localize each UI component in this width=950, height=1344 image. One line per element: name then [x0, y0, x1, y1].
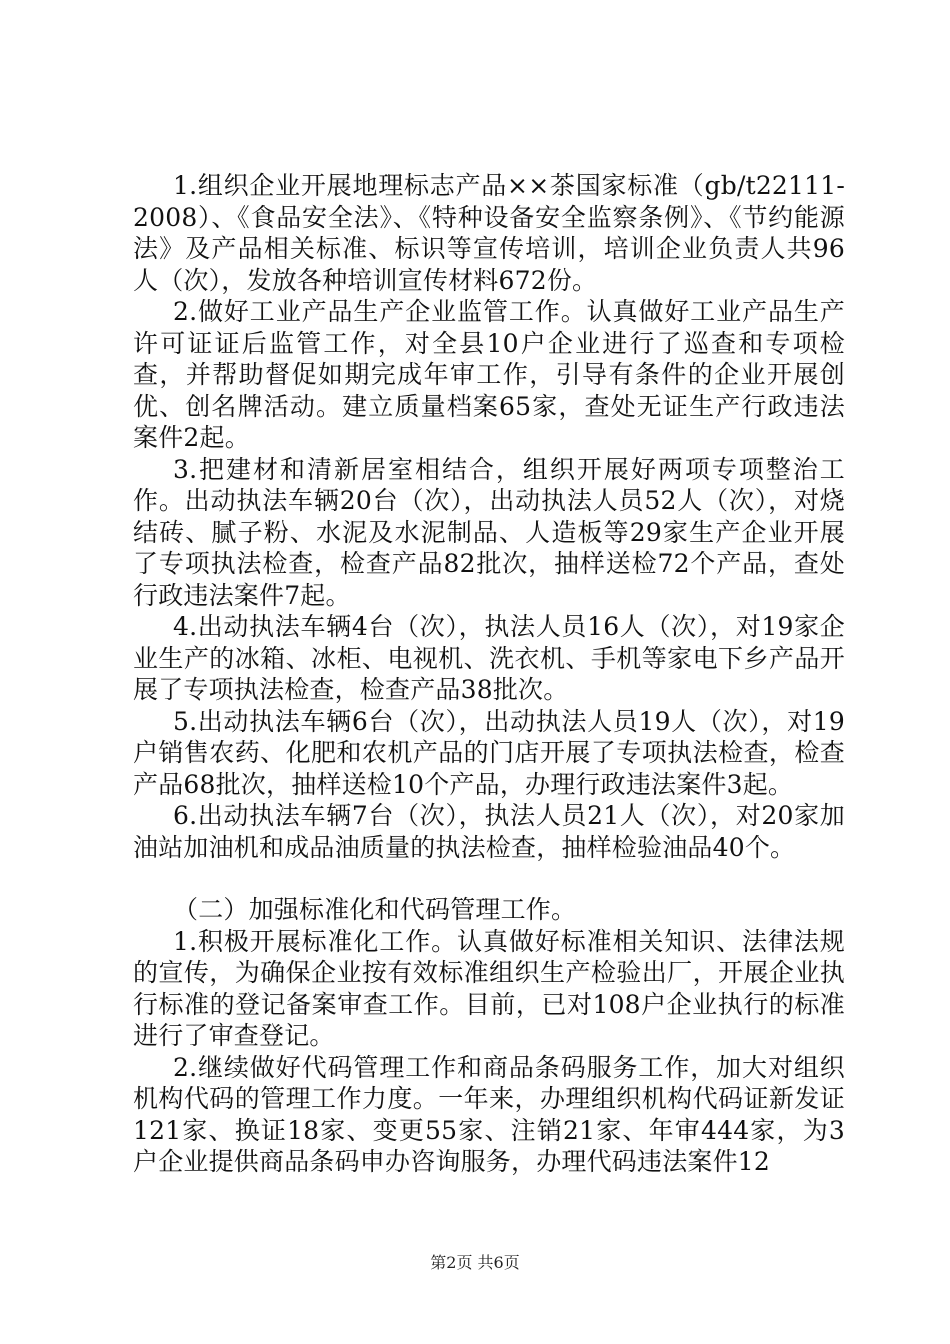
- page-number-footer: 第2页 共6页: [430, 1253, 520, 1272]
- paragraph-item-1: 1.组织企业开展地理标志产品××茶国家标准（gb/t22111-2008）、《食品安全法》、《特种设备安全监察条例》、《节约能源法》及产品相关标准、标识等宣传培训，培训企业负责人共96人（次），发放各种培训宣传材料672份。: [133, 171, 845, 295]
- paragraph-item-3: 3.把建材和清新居室相结合，组织开展好两项专项整治工作。出动执法车辆20台（次），出动执法人员52人（次），对烧结砖、腻子粉、水泥及水泥制品、人造板等29家生产企业开展了专项执法检查，检查产品82批次，抽样送检72个产品，查处行政违法案件7起。: [133, 454, 845, 610]
- paragraph-standardization: 1.积极开展标准化工作。认真做好标准相关知识、法律法规的宣传，为确保企业按有效标准组织生产检验出厂，开展企业执行标准的登记备案审查工作。目前，已对108户企业执行的标准进行了审查登记。: [133, 926, 845, 1050]
- document-body: [133, 170, 845, 1178]
- paragraph-item-6: 6.出动执法车辆7台（次），执法人员21人（次），对20家加油站加油机和成品油质量的执法检查，抽样检验油品40个。: [133, 801, 845, 862]
- paragraph-item-4: 4.出动执法车辆4台（次），执法人员16人（次），对19家企业生产的冰箱、冰柜、电视机、洗衣机、手机等家电下乡产品开展了专项执法检查，检查产品38批次。: [133, 612, 845, 704]
- paragraph-item-5: 5.出动执法车辆6台（次），出动执法人员19人（次），对19户销售农药、化肥和农机产品的门店开展了专项执法检查，检查产品68批次，抽样送检10个产品，办理行政违法案件3起。: [133, 706, 845, 799]
- paragraph-item-2: 2.做好工业产品生产企业监管工作。认真做好工业产品生产许可证证后监管工作，对全县10户企业进行了巡查和专项检查，并帮助督促如期完成年审工作，引导有条件的企业开展创优、创名牌活动。建立质量档案65家，查处无证生产行政违法案件2起。: [133, 297, 845, 452]
- section-heading: （二）加强标准化和代码管理工作。: [173, 895, 577, 924]
- paragraph-code-management: 2.继续做好代码管理工作和商品条码服务工作，加大对组织机构代码的管理工作力度。一年来，办理组织机构代码证新发证121家、换证18家、变更55家、注销21家、年审444家，为3户企业提供商品条码申办咨询服务，办理代码违法案件12: [133, 1052, 845, 1176]
